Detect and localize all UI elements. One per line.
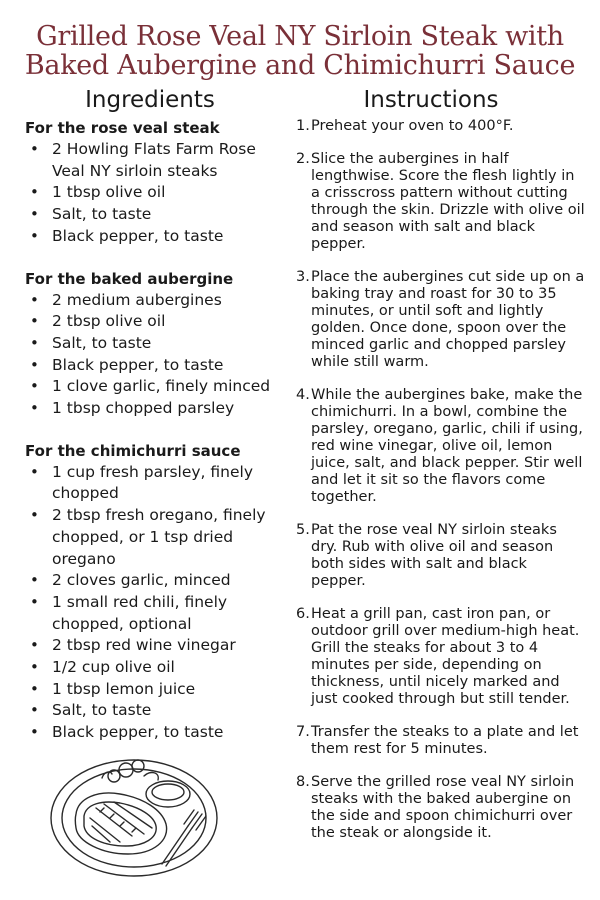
ingredient-item: • 1 cup fresh parsley, finely chopped bbox=[25, 462, 280, 505]
ingredient-item: • Black pepper, to taste bbox=[25, 722, 280, 744]
ingredient-item: • 2 tbsp red wine vinegar bbox=[25, 635, 280, 657]
step-number: 1. bbox=[296, 118, 310, 134]
step-text: Place the aubergines cut side up on a baking tray and roast for 30 to 35 minutes, or until soft and lightly golden. Once done, spoon over the minced garlic and chopped parsley while still warm. bbox=[311, 269, 585, 370]
ingredient-item: • 2 tbsp olive oil bbox=[25, 311, 280, 333]
ingredient-item: • 2 Howling Flats Farm Rose Veal NY sirloin steaks bbox=[25, 139, 280, 182]
ingredient-item: • Salt, to taste bbox=[25, 700, 280, 722]
ingredient-list bbox=[25, 139, 280, 248]
step-text: Slice the aubergines in half lengthwise. Score the flesh lightly in a crisscross pattern without cutting through the skin. Drizzle with olive oil and season with salt and black pepper. bbox=[311, 151, 585, 252]
recipe-title-line-1: Grilled Rose Veal NY Sirloin Steak with bbox=[36, 21, 564, 52]
recipe-title bbox=[0, 22, 600, 80]
step-number: 7. bbox=[296, 724, 310, 740]
ingredient-item: • 1 tbsp chopped parsley bbox=[25, 398, 280, 420]
step-text: Heat a grill pan, cast iron pan, or outdoor grill over medium-high heat. Grill the steaks for about 3 to 4 minutes per side, depending on thickness, until nicely marked and just cooked through but still tender. bbox=[311, 606, 580, 707]
ingredient-section bbox=[25, 269, 280, 420]
instructions-heading: Instructions bbox=[363, 87, 499, 113]
instruction-step bbox=[296, 522, 586, 590]
instructions-column bbox=[296, 86, 586, 858]
ingredient-section-title: For the chimichurri sauce bbox=[25, 441, 241, 460]
ingredient-item: • Black pepper, to taste bbox=[25, 226, 280, 248]
ingredient-section-title: For the baked aubergine bbox=[25, 269, 234, 288]
ingredient-item: • 2 cloves garlic, minced bbox=[25, 570, 280, 592]
ingredient-sections bbox=[25, 118, 280, 744]
instruction-step bbox=[296, 118, 586, 135]
ingredient-item: • 2 tbsp fresh oregano, finely chopped, or 1 tsp dried oregano bbox=[25, 505, 280, 570]
step-text: While the aubergines bake, make the chimichurri. In a bowl, combine the parsley, oregano, garlic, chili if using, red wine vinegar, olive oil, lemon juice, salt, and black pepper. Stir well and let it sit so the flavors come together. bbox=[311, 387, 583, 505]
ingredient-item: • 1 tbsp olive oil bbox=[25, 182, 280, 204]
instruction-step bbox=[296, 269, 586, 371]
ingredients-column bbox=[25, 86, 280, 744]
ingredient-list bbox=[25, 290, 280, 420]
step-text: Preheat your oven to 400°F. bbox=[311, 118, 514, 134]
instruction-step bbox=[296, 606, 586, 708]
instruction-steps bbox=[296, 118, 586, 842]
ingredient-item: • Black pepper, to taste bbox=[25, 355, 280, 377]
plate-with-steak-and-sauce-icon bbox=[48, 754, 228, 882]
ingredient-section bbox=[25, 441, 280, 744]
step-number: 4. bbox=[296, 387, 310, 403]
step-text: Serve the grilled rose veal NY sirloin steaks with the baked aubergine on the side and spoon chimichurri over the steak or alongside it. bbox=[311, 774, 575, 841]
instruction-step bbox=[296, 774, 586, 842]
ingredient-section-title: For the rose veal steak bbox=[25, 119, 220, 137]
ingredient-item: • Salt, to taste bbox=[25, 333, 280, 355]
ingredient-section bbox=[25, 118, 280, 248]
step-text: Transfer the steaks to a plate and let them rest for 5 minutes. bbox=[311, 724, 579, 757]
ingredient-list bbox=[25, 462, 280, 744]
instruction-step bbox=[296, 724, 586, 758]
ingredient-item: • 1 tbsp lemon juice bbox=[25, 679, 280, 701]
ingredients-heading: Ingredients bbox=[85, 87, 215, 113]
ingredient-item: • 1 clove garlic, finely minced bbox=[25, 376, 280, 398]
recipe-title-line-2: Baked Aubergine and Chimichurri Sauce bbox=[24, 50, 576, 81]
ingredient-item: • 1 small red chili, finely chopped, optional bbox=[25, 592, 280, 635]
instruction-step bbox=[296, 387, 586, 506]
step-number: 2. bbox=[296, 151, 310, 167]
ingredient-item: • 1/2 cup olive oil bbox=[25, 657, 280, 679]
instruction-step bbox=[296, 151, 586, 253]
step-number: 5. bbox=[296, 522, 310, 538]
step-number: 8. bbox=[296, 774, 310, 790]
step-text: Pat the rose veal NY sirloin steaks dry. Rub with olive oil and season both sides with salt and black pepper. bbox=[311, 522, 557, 589]
ingredient-item: • Salt, to taste bbox=[25, 204, 280, 226]
ingredient-item: • 2 medium aubergines bbox=[25, 290, 280, 312]
step-number: 6. bbox=[296, 606, 310, 622]
step-number: 3. bbox=[296, 269, 310, 285]
